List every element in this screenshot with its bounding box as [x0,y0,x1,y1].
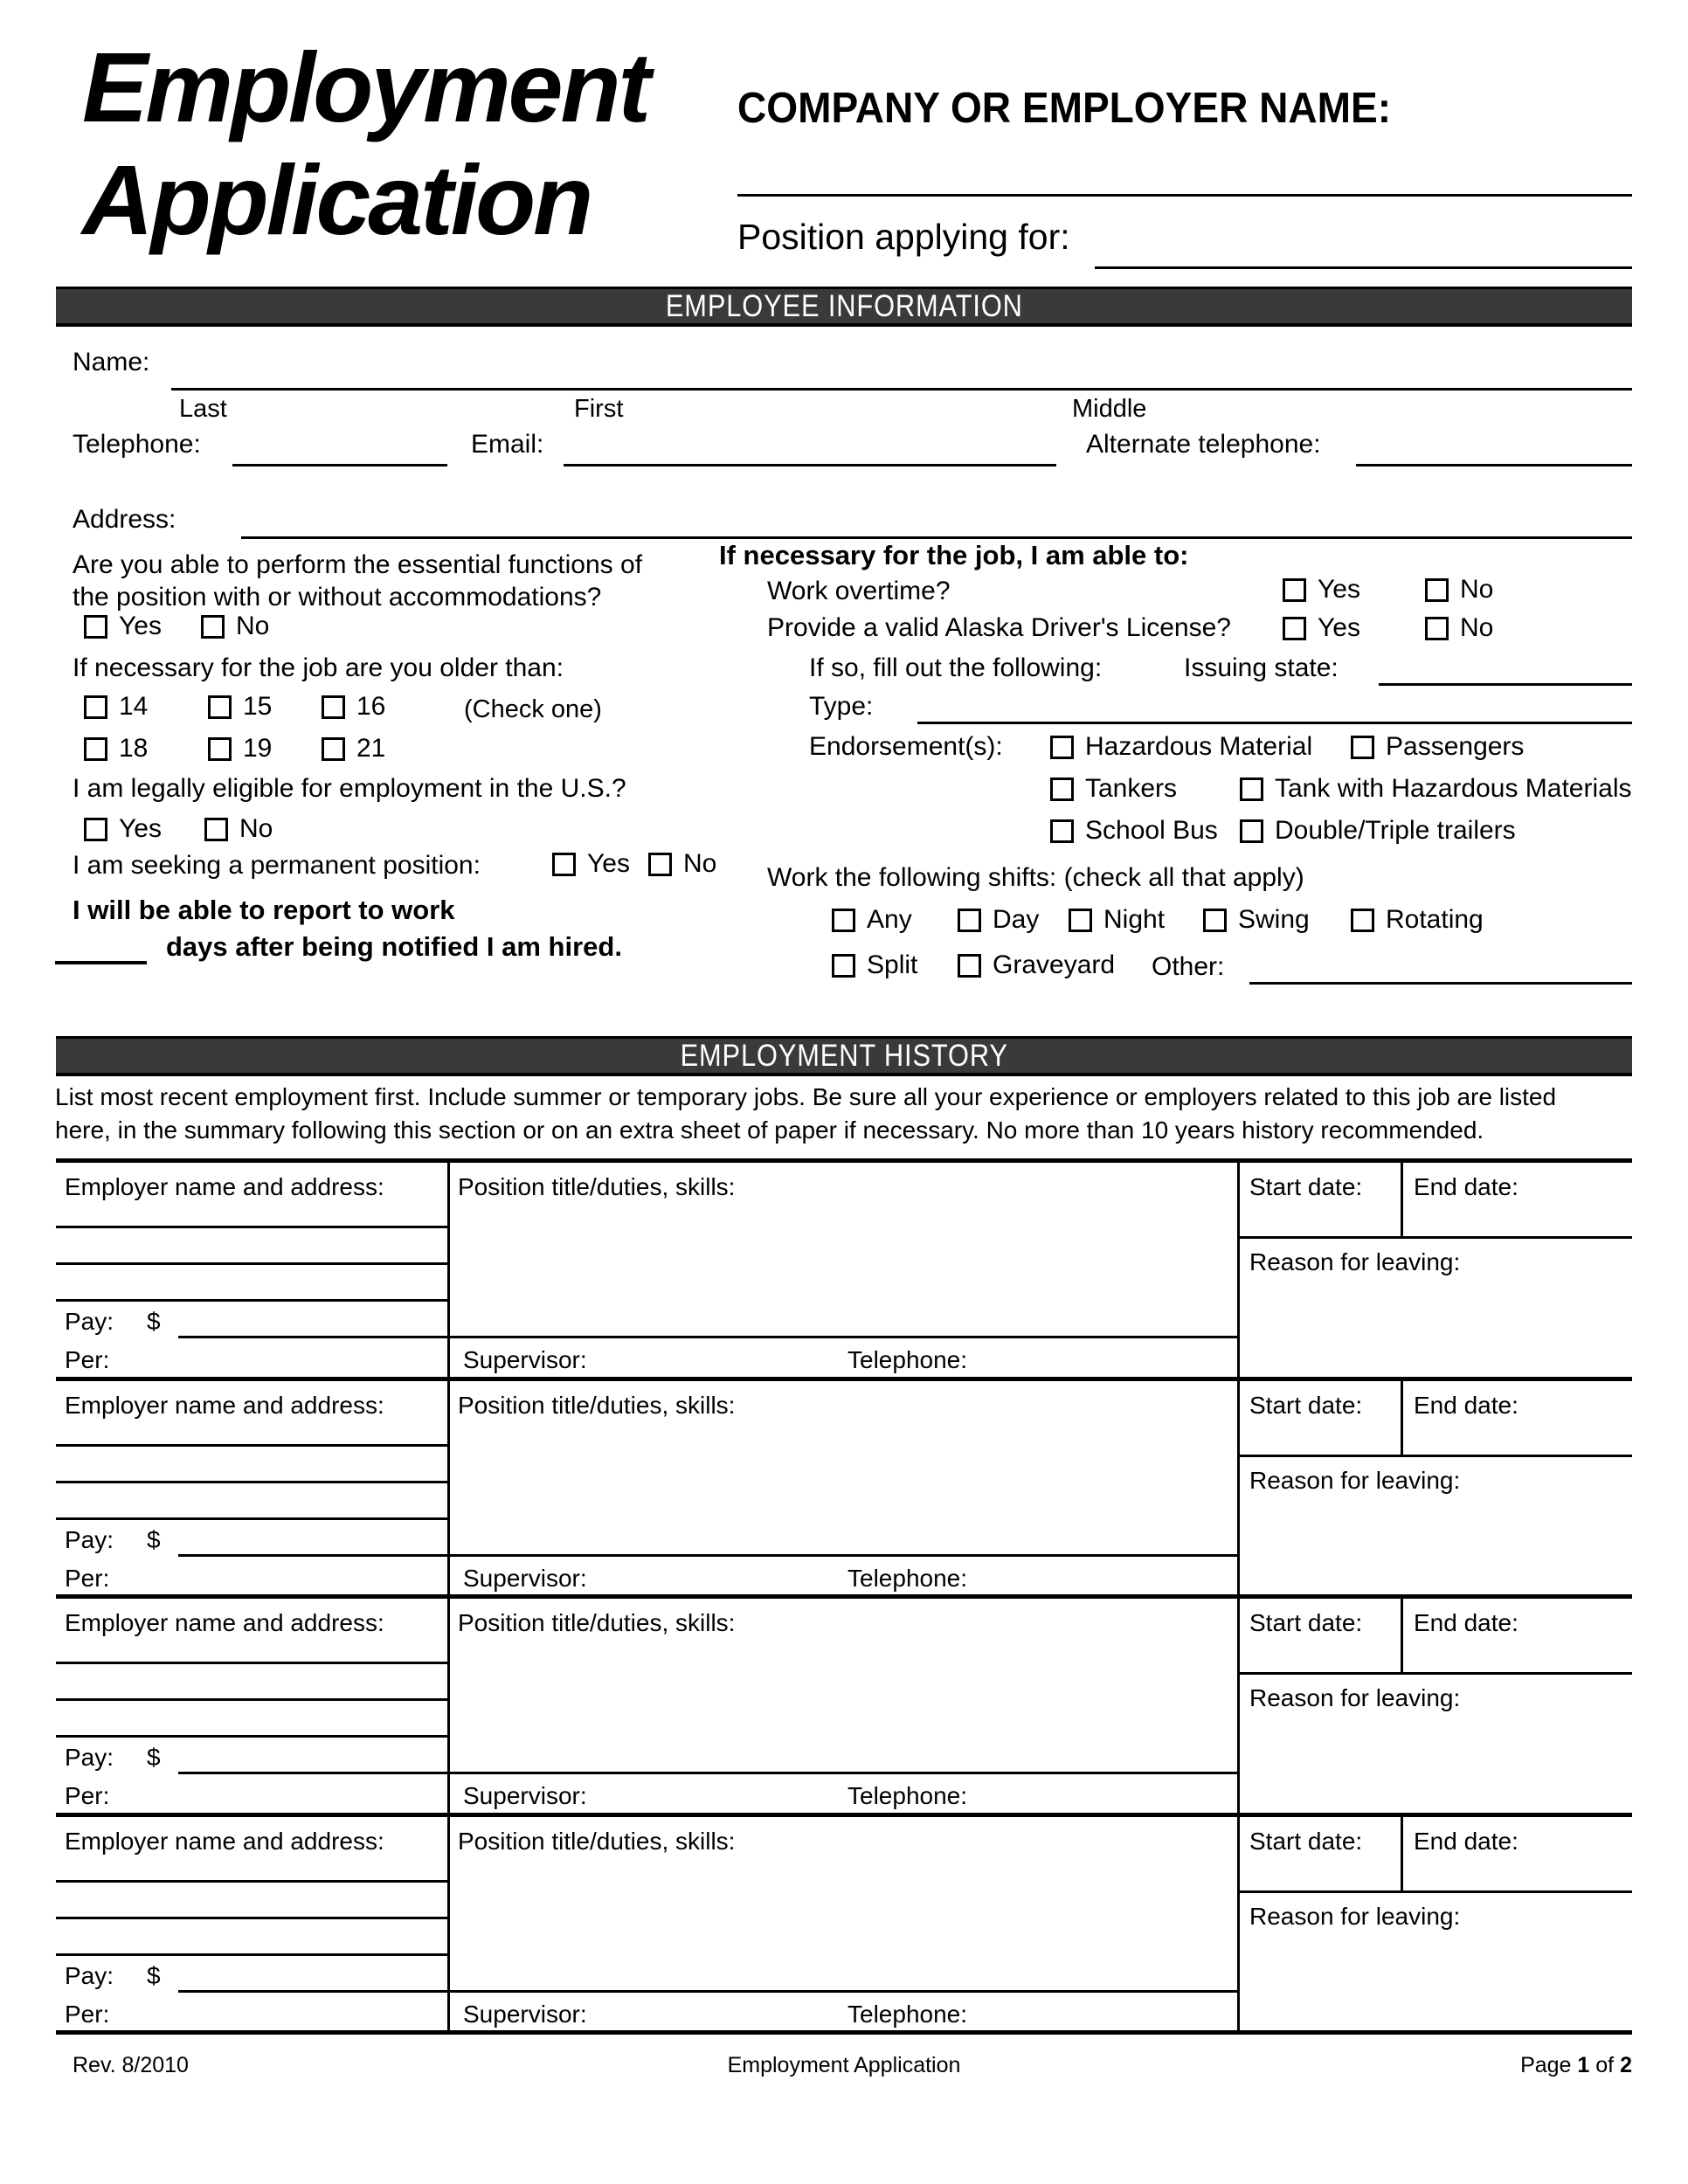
footer-of-word: of [1595,2053,1615,2077]
shift-graveyard-option [958,950,1115,980]
position-duties-label: Position title/duties, skills: [458,1173,736,1200]
endorsement-tankers-option [1050,774,1177,804]
shift-swing-option [1203,905,1310,935]
shift-day-option [958,905,1039,935]
history-entry [56,1813,1632,2031]
name-part-middle: Middle [1072,395,1147,423]
other-shift-label: Other: [1152,952,1225,981]
alt-telephone-input-line[interactable] [1356,464,1632,467]
employer-name-address-label: Employer name and address: [65,1391,384,1419]
end-date-label: End date: [1414,1391,1519,1419]
age-15-label: 15 [243,692,273,721]
older-than-question: If necessary for the job are you older than: [73,653,564,682]
history-entry [56,1377,1632,1595]
reason-for-leaving-label: Reason for leaving: [1249,1902,1461,1930]
age-18-option [84,734,148,764]
supervisor-telephone-label: Telephone: [847,2000,968,2028]
employer-name-address-label: Employer name and address: [65,1609,384,1636]
if-so-label: If so, fill out the following: [809,653,1103,682]
shifts-question: Work the following shifts: (check all that apply) [767,863,1304,892]
start-end-underline [1237,1236,1632,1239]
shift-rotating-option [1351,905,1484,935]
start-date-label: Start date: [1249,1609,1363,1636]
age-21-label: 21 [356,734,386,763]
pay-input-line[interactable] [178,1554,1237,1557]
section-header-employment-history [56,1036,1632,1076]
endorsement-tank-hazmat-label: Tank with Hazardous Materials [1275,774,1632,803]
form-title [82,31,648,257]
eligible-yes-checkbox[interactable] [84,818,107,841]
per-label: Per: [65,2000,110,2028]
shift-night-checkbox[interactable] [1069,909,1092,932]
issuing-state-label: Issuing state: [1184,653,1339,682]
license-no-option [1425,613,1493,643]
issuing-state-input-line[interactable] [1379,683,1632,686]
currency-symbol: $ [147,1961,161,1989]
supervisor-label: Supervisor: [463,1346,587,1373]
eligible-yes-label: Yes [119,814,162,843]
end-date-label: End date: [1414,1827,1519,1855]
age-14-checkbox[interactable] [84,695,107,719]
address-input-line[interactable] [241,536,1632,539]
position-duties-label: Position title/duties, skills: [458,1827,736,1855]
column-divider [1237,1817,1240,2031]
footer-page-number: 1 [1577,2053,1590,2077]
employer-address-line-3[interactable] [56,1953,450,1956]
telephone-label: Telephone: [73,430,201,459]
shift-swing-label: Swing [1238,905,1310,934]
age-19-checkbox[interactable] [208,737,232,761]
footer-page-word: Page [1520,2053,1572,2077]
endorsement-tank-hazmat-option [1240,774,1632,804]
company-name-label: COMPANY OR EMPLOYER NAME: [737,85,1392,132]
license-question: Provide a valid Alaska Driver's License? [767,613,1231,642]
shift-split-checkbox[interactable] [832,954,855,978]
per-label: Per: [65,1782,110,1809]
endorsement-school-bus-checkbox[interactable] [1050,819,1074,843]
endorsement-double-triple-option [1240,816,1516,846]
essential-no-checkbox[interactable] [201,615,225,639]
start-end-underline [1237,1672,1632,1675]
overtime-no-checkbox[interactable] [1425,578,1449,602]
employer-name-address-label: Employer name and address: [65,1827,384,1855]
essential-question-line2: the position with or without accommodations? [73,583,602,612]
position-input-line[interactable] [1095,266,1632,269]
end-date-label: End date: [1414,1173,1519,1200]
permanent-no-checkbox[interactable] [648,853,672,876]
overtime-yes-option [1283,575,1360,605]
position-duties-label: Position title/duties, skills: [458,1391,736,1419]
eligible-no-checkbox[interactable] [204,818,228,841]
name-part-last: Last [179,395,227,423]
report-to-work-line2: days after being notified I am hired. [166,931,622,962]
shift-night-option [1069,905,1165,935]
shift-rotating-checkbox[interactable] [1351,909,1374,932]
footer-document-title: Employment Application [727,2053,961,2077]
permanent-no-option [648,849,716,879]
age-14-label: 14 [119,692,149,721]
position-applying-label: Position applying for: [737,217,1070,257]
address-label: Address: [73,505,176,534]
shift-split-label: Split [867,950,918,979]
endorsement-passengers-label: Passengers [1386,732,1525,761]
form-title-line2: Application [82,145,591,255]
email-input-line[interactable] [564,464,1056,467]
reason-for-leaving-label: Reason for leaving: [1249,1684,1461,1711]
license-yes-checkbox[interactable] [1283,617,1306,640]
shift-split-option [832,950,917,980]
reason-for-leaving-label: Reason for leaving: [1249,1466,1461,1494]
employer-address-line-2[interactable] [56,1698,450,1701]
permanent-yes-checkbox[interactable] [552,853,576,876]
permanent-yes-label: Yes [587,849,630,878]
history-intro-line1: List most recent employment first. Include summer or temporary jobs. Be sure all your experience or employers related to this job are listed [55,1083,1557,1110]
supervisor-label: Supervisor: [463,1782,587,1809]
start-end-divider [1401,1599,1403,1672]
column-divider [447,1381,450,1595]
per-label: Per: [65,1346,110,1373]
endorsement-tankers-checkbox[interactable] [1050,778,1074,801]
column-divider [447,1163,450,1377]
endorsement-double-triple-label: Double/Triple trailers [1275,816,1516,845]
employment-history-table [56,1158,1632,2035]
age-14-option [84,692,148,722]
history-entry [56,1594,1632,1813]
eligible-yes-option [84,814,162,844]
supervisor-telephone-label: Telephone: [847,1346,968,1373]
overtime-yes-checkbox[interactable] [1283,578,1306,602]
start-end-divider [1401,1163,1403,1236]
overtime-question: Work overtime? [767,577,951,605]
age-18-checkbox[interactable] [84,737,107,761]
shift-graveyard-label: Graveyard [993,950,1116,979]
employer-address-line-3[interactable] [56,1735,450,1738]
age-19-label: 19 [243,734,273,763]
employer-address-line-3[interactable] [56,1299,450,1302]
section-header-employment-history-text: EMPLOYMENT HISTORY [680,1038,1008,1073]
eligible-question: I am legally eligible for employment in the U.S.? [73,774,626,803]
column-divider [1237,1599,1240,1813]
overtime-no-option [1425,575,1493,605]
other-shift-input-line[interactable] [1249,982,1632,985]
endorsement-passengers-checkbox[interactable] [1351,736,1374,759]
employer-address-line-1[interactable] [56,1444,450,1447]
license-type-input-line[interactable] [917,722,1632,724]
shift-day-checkbox[interactable] [958,909,981,932]
per-label: Per: [65,1564,110,1592]
pay-label: Pay: [65,1525,114,1553]
age-19-option [208,734,272,764]
shift-day-label: Day [993,905,1040,934]
eligible-no-label: No [239,814,273,843]
footer-page-indicator [1520,2053,1632,2078]
footer-page-total: 2 [1620,2053,1632,2077]
permanent-yes-option [552,849,630,879]
eligible-no-option [204,814,273,844]
overtime-no-label: No [1460,575,1494,604]
section-header-employee-information-text: EMPLOYEE INFORMATION [665,288,1023,323]
email-label: Email: [471,430,544,459]
endorsement-tank-hazmat-checkbox[interactable] [1240,778,1263,801]
employer-address-line-2[interactable] [56,1262,450,1265]
pay-input-line[interactable] [178,1772,1237,1774]
license-type-label: Type: [809,692,874,721]
essential-no-option [201,612,269,641]
supervisor-label: Supervisor: [463,2000,587,2028]
age-16-option [322,692,385,722]
start-end-underline [1237,1890,1632,1893]
start-end-divider [1401,1817,1403,1890]
column-divider [1237,1163,1240,1377]
endorsement-tankers-label: Tankers [1085,774,1178,803]
currency-symbol: $ [147,1525,161,1553]
shift-rotating-label: Rotating [1386,905,1484,934]
currency-symbol: $ [147,1308,161,1335]
position-duties-label: Position title/duties, skills: [458,1609,736,1636]
supervisor-label: Supervisor: [463,1564,587,1592]
start-date-label: Start date: [1249,1173,1363,1200]
endorsement-hazmat-checkbox[interactable] [1050,736,1074,759]
employer-address-line-3[interactable] [56,1517,450,1520]
permanent-question: I am seeking a permanent position: [73,851,481,880]
able-to-header: If necessary for the job, I am able to: [719,540,1189,570]
age-15-checkbox[interactable] [208,695,232,719]
footer-revision: Rev. 8/2010 [73,2053,189,2077]
essential-yes-label: Yes [119,612,162,640]
shift-night-label: Night [1103,905,1166,934]
employer-name-address-label: Employer name and address: [65,1173,384,1200]
shift-any-checkbox[interactable] [832,909,855,932]
telephone-input-line[interactable] [232,464,447,467]
age-16-checkbox[interactable] [322,695,345,719]
history-intro-line2: here, in the summary following this section or on an extra sheet of paper if necessary. No more than 10 years history recommended. [55,1116,1484,1144]
endorsement-hazmat-option [1050,732,1312,762]
overtime-yes-label: Yes [1318,575,1360,604]
essential-yes-checkbox[interactable] [84,615,107,639]
pay-input-line[interactable] [178,1336,1237,1338]
pay-label: Pay: [65,1961,114,1989]
section-header-employee-information [56,287,1632,327]
name-input-line[interactable] [171,388,1632,390]
start-end-underline [1237,1455,1632,1457]
start-date-label: Start date: [1249,1391,1363,1419]
supervisor-telephone-label: Telephone: [847,1782,968,1809]
start-date-label: Start date: [1249,1827,1363,1855]
pay-label: Pay: [65,1744,114,1771]
license-no-label: No [1460,613,1494,642]
age-16-label: 16 [356,692,386,721]
pay-label: Pay: [65,1308,114,1335]
essential-question-line1: Are you able to perform the essential functions of [73,550,643,579]
employer-address-line-1[interactable] [56,1226,450,1228]
company-name-input-line[interactable] [737,194,1632,197]
employer-address-line-1[interactable] [56,1880,450,1883]
license-yes-label: Yes [1318,613,1360,642]
name-label: Name: [73,348,150,377]
endorsement-school-bus-label: School Bus [1085,816,1218,845]
employer-address-line-2[interactable] [56,1917,450,1919]
age-15-option [208,692,272,722]
reason-for-leaving-label: Reason for leaving: [1249,1248,1461,1275]
essential-no-label: No [236,612,270,640]
employer-address-line-2[interactable] [56,1481,450,1483]
shift-any-label: Any [867,905,912,934]
essential-yes-option [84,612,162,641]
endorsement-school-bus-option [1050,816,1218,846]
endorsement-hazmat-label: Hazardous Material [1085,732,1313,761]
license-yes-option [1283,613,1360,643]
column-divider [447,1817,450,2031]
check-one-note: (Check one) [464,695,602,723]
column-divider [1237,1381,1240,1595]
pay-input-line[interactable] [178,1990,1237,1993]
employer-address-line-1[interactable] [56,1662,450,1664]
start-end-divider [1401,1381,1403,1455]
history-entry [56,1158,1632,1377]
alt-telephone-label: Alternate telephone: [1086,430,1321,459]
report-days-input-line[interactable] [55,961,147,964]
permanent-no-label: No [683,849,717,878]
endorsements-label: Endorsement(s): [809,732,1003,761]
column-divider [447,1599,450,1813]
shift-swing-checkbox[interactable] [1203,909,1227,932]
shift-any-option [832,905,912,935]
currency-symbol: $ [147,1744,161,1771]
age-18-label: 18 [119,734,149,763]
endorsement-double-triple-checkbox[interactable] [1240,819,1263,843]
form-title-line1: Employment [82,32,649,142]
report-to-work-line1: I will be able to report to work [73,895,455,925]
age-21-checkbox[interactable] [322,737,345,761]
supervisor-telephone-label: Telephone: [847,1564,968,1592]
age-21-option [322,734,385,764]
end-date-label: End date: [1414,1609,1519,1636]
license-no-checkbox[interactable] [1425,617,1449,640]
endorsement-passengers-option [1351,732,1524,762]
name-part-first: First [574,395,624,423]
shift-graveyard-checkbox[interactable] [958,954,981,978]
